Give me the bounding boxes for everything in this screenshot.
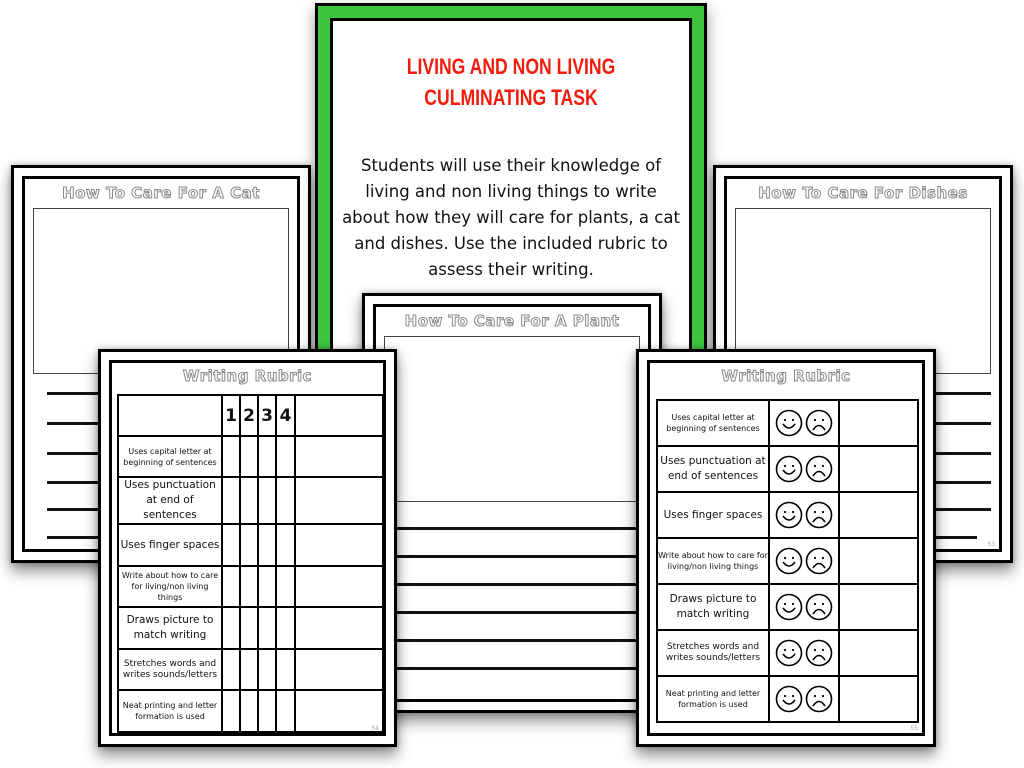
criterion-label: Neat printing and letter formation is used <box>118 690 222 732</box>
score-cell[interactable] <box>276 524 295 566</box>
criterion-label: Uses finger spaces <box>118 524 222 566</box>
smiley-face-icon[interactable] <box>775 409 803 437</box>
score-cell[interactable] <box>258 649 276 690</box>
score-cell[interactable] <box>276 477 295 524</box>
score-cell[interactable] <box>258 477 276 524</box>
page-writing-rubric-numbers <box>98 349 397 747</box>
face-cell[interactable] <box>769 400 839 446</box>
score-cell[interactable] <box>222 524 240 566</box>
score-header: 3 <box>258 395 276 436</box>
score-cell[interactable] <box>258 436 276 477</box>
frowny-face-icon[interactable] <box>805 501 833 529</box>
frowny-face-icon[interactable] <box>805 685 833 713</box>
score-cell[interactable] <box>240 477 258 524</box>
smiley-face-icon[interactable] <box>775 547 803 575</box>
score-cell[interactable] <box>276 649 295 690</box>
score-cell[interactable] <box>222 690 240 732</box>
criterion-label: Uses punctuation at end of sentences <box>657 446 769 492</box>
score-header: 1 <box>222 395 240 436</box>
frowny-face-icon[interactable] <box>805 593 833 621</box>
criterion-label: Uses capital letter at beginning of sentences <box>657 400 769 446</box>
criterion-label: Draws picture to match writing <box>657 584 769 630</box>
comment-cell[interactable] <box>295 477 383 524</box>
score-cell[interactable] <box>222 607 240 649</box>
rubric-table <box>117 394 384 733</box>
smiley-face-icon[interactable] <box>775 455 803 483</box>
writing-line <box>384 611 640 614</box>
page-number: 55 <box>910 725 918 732</box>
face-cell[interactable] <box>769 584 839 630</box>
writing-line <box>384 555 640 558</box>
cover-title-line2: CULMINATING TASK <box>424 85 598 110</box>
cover-title <box>369 51 654 113</box>
rubric-table <box>656 399 919 723</box>
comment-cell[interactable] <box>839 446 918 492</box>
smiley-face-icon[interactable] <box>775 685 803 713</box>
face-cell[interactable] <box>769 538 839 584</box>
score-header: 2 <box>240 395 258 436</box>
page-number: 54 <box>371 725 379 732</box>
comment-cell[interactable] <box>295 649 383 690</box>
header-criteria-cell <box>118 395 222 436</box>
frowny-face-icon[interactable] <box>805 547 833 575</box>
rubric-title: Writing Rubric <box>182 367 313 385</box>
comment-cell[interactable] <box>839 538 918 584</box>
writing-line <box>384 583 640 586</box>
page-inner-border <box>373 304 651 702</box>
score-cell[interactable] <box>240 690 258 732</box>
comment-cell[interactable] <box>839 492 918 538</box>
page-title: How To Care For Dishes <box>758 184 968 202</box>
page-inner-border <box>109 360 386 736</box>
writing-line <box>384 527 640 530</box>
criterion-label: Neat printing and letter formation is used <box>657 676 769 722</box>
smiley-face-icon[interactable] <box>775 639 803 667</box>
smiley-face-icon[interactable] <box>775 593 803 621</box>
score-cell[interactable] <box>276 607 295 649</box>
rubric-title: Writing Rubric <box>721 367 851 385</box>
score-cell[interactable] <box>258 607 276 649</box>
score-cell[interactable] <box>276 436 295 477</box>
score-cell[interactable] <box>240 566 258 607</box>
page-inner-border <box>647 360 925 736</box>
score-cell[interactable] <box>222 566 240 607</box>
score-cell[interactable] <box>240 436 258 477</box>
criterion-label: Stretches words and writes sounds/letters <box>657 630 769 676</box>
comment-cell[interactable] <box>839 400 918 446</box>
page-title: How To Care For A Plant <box>404 312 620 330</box>
comment-cell[interactable] <box>295 524 383 566</box>
comment-cell[interactable] <box>839 630 918 676</box>
comment-cell[interactable] <box>295 436 383 477</box>
face-cell[interactable] <box>769 492 839 538</box>
frowny-face-icon[interactable] <box>805 409 833 437</box>
score-cell[interactable] <box>222 436 240 477</box>
score-cell[interactable] <box>222 477 240 524</box>
score-cell[interactable] <box>240 649 258 690</box>
comment-cell[interactable] <box>295 607 383 649</box>
criterion-label: Uses capital letter at beginning of sentences <box>118 436 222 477</box>
criterion-label: Draws picture to match writing <box>118 607 222 649</box>
score-header: 4 <box>276 395 295 436</box>
cover-description: Students will use their knowledge of living and non living things to write about how they will care for plants, a cat and dishes. Use the included rubric to assess their writing. <box>342 156 680 279</box>
score-cell[interactable] <box>240 524 258 566</box>
score-cell[interactable] <box>258 524 276 566</box>
criterion-label: Write about how to care for living/non living things <box>118 566 222 607</box>
page-title: How To Care For A Cat <box>62 184 260 202</box>
comment-cell[interactable] <box>839 676 918 722</box>
cover-title-line1: LIVING AND NON LIVING <box>406 54 616 79</box>
page-care-for-plant <box>362 293 662 713</box>
face-cell[interactable] <box>769 446 839 492</box>
writing-line <box>384 639 640 642</box>
score-cell[interactable] <box>276 566 295 607</box>
criterion-label: Uses punctuation at end of sentences <box>118 477 222 524</box>
criterion-label: Stretches words and writes sounds/letters <box>118 649 222 690</box>
comment-cell[interactable] <box>295 690 383 732</box>
criterion-label: Write about how to care for living/non living things <box>657 538 769 584</box>
comment-header-cell <box>295 395 383 436</box>
criterion-label: Uses finger spaces <box>657 492 769 538</box>
comment-cell[interactable] <box>839 584 918 630</box>
score-cell[interactable] <box>276 690 295 732</box>
face-cell[interactable] <box>769 630 839 676</box>
face-cell[interactable] <box>769 676 839 722</box>
score-cell[interactable] <box>222 649 240 690</box>
page-number: 53 <box>987 541 995 548</box>
smiley-face-icon[interactable] <box>775 501 803 529</box>
score-cell[interactable] <box>240 607 258 649</box>
frowny-face-icon[interactable] <box>805 639 833 667</box>
frowny-face-icon[interactable] <box>805 455 833 483</box>
comment-cell[interactable] <box>295 566 383 607</box>
score-cell[interactable] <box>258 566 276 607</box>
page-writing-rubric-faces <box>636 349 936 747</box>
score-cell[interactable] <box>258 690 276 732</box>
writing-line <box>384 667 640 670</box>
picture-box <box>384 336 640 502</box>
